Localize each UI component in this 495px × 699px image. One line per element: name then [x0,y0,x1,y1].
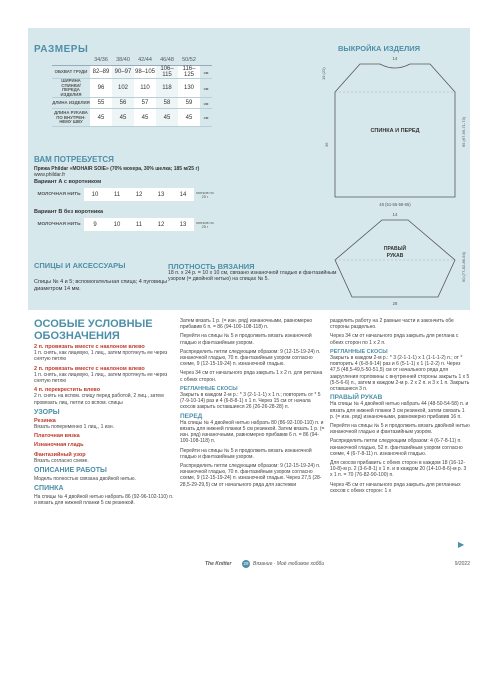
table-row: ДЛИНА РУКАВА ПО ВНУТРЕН- НЕМУ ШВУ 45 45 45 45 45 см [52,109,212,127]
pattern-3-title: Изнаночная гладь [34,442,84,449]
work-text: Модель полностью связана двойной нитью. [34,476,136,483]
row-label: ДЛИНА ИЗДЕЛИЯ [52,98,90,109]
patterns-heading: УЗОРЫ [34,408,60,416]
svg-text:36: 36 [324,142,329,147]
svg-text:48 (51-55-59-65): 48 (51-55-59-65) [379,202,411,207]
yarn-url: www.phildar.fr [34,172,66,178]
svg-text:28: 28 [392,301,398,306]
raglan-heading: РЕГЛАННЫЕ СКОСЫ [180,385,238,392]
symbol-1-title: 2 п. провязать вместе с наклоном влево [34,344,145,350]
row-label: ДЛИНА РУКАВА ПО ВНУТРЕН- НЕМУ ШВУ [52,109,90,127]
continue-arrow-icon: ▶ [458,540,465,549]
sleeve-label-1: ПРАВЫЙ [383,246,407,252]
table-row: МОЛОЧНАЯ НИТЬ 10 11 12 13 14 мотков по 25 г [34,188,216,201]
back-text: На спицы № 4 двойной нитью набрать 86 (92-96-102-110) п. и вязать для нижней планки 5 см резинкой. [34,494,174,507]
tools-title: СПИЦЫ И АКСЕССУАРЫ [34,261,126,270]
tools-text: Спицы № 4 и 5; вспомогательная спица; 4 пуговицы диаметром 14 мм. [34,279,168,292]
density-text: 18 п. x 24 р. = 10 x 10 см, связано изнаночной гладью и фантазийным узором (= двойной нитью) на спицах № 5. [168,270,337,283]
column-1 [34,318,174,510]
row-label: ОБХВАТ ГРУДИ [52,66,90,79]
tagline: Вязание · Моё любимое хобби [253,561,325,567]
table-row: МОЛОЧНАЯ НИТЬ 9 10 11 12 13 мотков по 25 г [34,218,216,231]
back-heading: СПИНКА [34,485,64,493]
pattern-4-text: Вязать согласно схеме. [34,457,89,464]
svg-text:14: 14 [392,56,398,61]
yarn-line: Пряжа Phildar «MOHAIR SOIE» (70% мохера, 30% шелка; 185 м/25 г) [34,166,200,172]
body-label: СПИНКА И ПЕРЕД [370,128,420,134]
size-header: 50/52 [178,55,200,66]
svg-text:14: 14 [392,212,398,217]
column-2: Затем вязать 1 р. (= изн. ряд) изнаночными, равномерно прибавив 6 п. = 86 (94-100-108-118) п. Перейти на спицы № 5 и продолжить вязать изнаночной гладью и фантазийным узором. Распределить петли следующим образом: 9 (12-15-19-24) п. изнаночной гладью, 70 п. фантазийным узором согласно схеме, 9 (12-15-19-24) п. изнаночной гладью. Через 34 см от начального ряда закрыть 1 х 2 п. для реглана с обеих сторон. РЕГЛАННЫЕ СКОСЫ Закрыть в каждом 2-м р.: * 3 (2-1-1-1) x 1 п.; повторить от * 5 (7-9-10-14) раз и 4 (6-8-8-1) x 1 п. Через 15 см от начала скосов закрыть оставшиеся 26 (26-26-28-28) п. ПЕРЕД На спицы № 4 двойной нитью набрать 80 (86-92-100-110) п. и вязать для нижней планки 5 см резинкой. Затем вязать 1 р. (= изн. ряд) изнаночными, равномерно прибавив 6 п. = 86 (94-100-108-118) п. Перейти на спицы № 5 и продолжить вязать изнаночной гладью и фантазийным узором. Распределить петли следующим образом: 9 (12-15-19-24) п. изнаночной гладью, 70 п. фантазийным узором согласно схеме, 9 (12-15-19-24) п. изнаночной гладью. Через 27,5 (28-28,5-29-29,5) см от начального ряда для застежки [180,318,325,488]
row-label: ШИРИНА СПИНКИ/ ПЕРЕДА ИЗДЕЛИЯ [52,79,90,98]
front-heading: ПЕРЕД [180,412,203,420]
work-heading: ОПИСАНИЕ РАБОТЫ [34,467,107,475]
svg-text:65 (67-69-71-73): 65 (67-69-71-73) [461,116,466,147]
symbols-heading: ОСОБЫЕ УСЛОВНЫЕ ОБОЗНАЧЕНИЯ [34,318,153,342]
pattern-title: ВЫКРОЙКА ИЗДЕЛИЯ [338,44,421,53]
variant-b-label: Вариант В без воротника [34,209,104,215]
yarn-section [34,166,249,231]
sleeve-label-2: РУКАВ [386,253,404,259]
pattern-2-title: Платочная вязка [34,433,80,440]
variant-a-label: Вариант А с воротником [34,179,102,185]
density-title: ПЛОТНОСТЬ ВЯЗАНИЯ [168,262,255,271]
symbol-3-text: 2 п. снять на вспом. спицу перед работой, 2 лиц., затем провязать лиц. петли со вспом. спицы [34,393,164,406]
sizes-table [52,55,212,127]
size-header: 46/48 [156,55,178,66]
size-header: 42/44 [134,55,156,66]
yarn-table-a [34,188,216,201]
size-header: 34/36 [90,55,112,66]
svg-text:19 (22): 19 (22) [321,67,326,80]
sizes-header-row [52,55,212,66]
symbol-2-text: 1 п. снять, как лицевую, 1 лиц., затем протянуть ее через снятую петлю [34,371,168,385]
symbol-1-text: 1 п. снять, как лицевую, 1 лиц., затем протянуть ее через снятую петлю [34,350,168,363]
sizes-title: РАЗМЕРЫ [34,44,89,55]
symbol-3-title: 4 п. перекрестить влево [34,387,101,394]
column-3: разделить работу на 2 равные части и закончить обе стороны раздельно. Через 34 см от начального ряда закрыть для реглана с обеих сторон по 1 х 2 п. РЕГЛАННЫЕ СКОСЫ Закрыть в каждом 2-м р.: * 3 (2-1-1-1) x 1 (1-1-1-2) п.; от * повторить 4 (6-8-9-14) раз и 6 (5-1-1) x 1 (1-2-2) п. Через 47,5 (48,5-49,5-50-51,5) см от начального ряда для закругления горловины с внутренней стороны закрыть 1 x 5 (5-5-6-6) п., затем в каждом 2-м р. 2 x 2 п. и 3 x 1 п. Закрыть оставшиеся 3 п. ПРАВЫЙ РУКАВ На спицы № 4 двойной нитью набрать 44 (48-50-54-58) п. и вязать для нижней планки 3 см резинкой, затем связать 1 р. (= изн. ряд) изнаночными, равномерно прибавив 16 п. Перейти на спицы № 5 и продолжить вязать двойной нитью изнаночной гладью и фантазийным узором. Распределить петли следующим образом: 4 (6-7-8-11) п. изнаночной гладью, 52 п. фантазийным узором согласно схеме, 4 (6-7-8-11) п. изнаночной гладью. Для скосов прибавить с обеих сторон в каждом 18 (16-12-10-8)-м р. 2 (3-6-8-1) x 1 п. и в каждом 20 (14-10-8-6)-м р. 3 x 1 п. = 70 (76-82-90-100) п. Через 45 см от начального ряда закрыть для регланных скосов с обеих сторон: 1 x [330,318,470,494]
pattern-1-text: Вязать попеременно 1 лиц., 1 изн. [34,424,114,431]
svg-text:90 (77-82-86-94): 90 (77-82-86-94) [461,251,466,282]
symbol-2-title: 2 п. провязать вместе с наклоном влево [34,365,145,372]
sleeve-heading: ПРАВЫЙ РУКАВ [330,394,383,402]
size-header: 38/40 [112,55,134,66]
table-row: ДЛИНА ИЗДЕЛИЯ 55 56 57 58 59 см [52,98,212,109]
magazine-name: The Knitter [205,561,232,567]
table-row: ШИРИНА СПИНКИ/ ПЕРЕДА ИЗДЕЛИЯ 96 102 110 118 130 см [52,79,212,98]
raglan-heading-2: РЕГЛАННЫЕ СКОСЫ [330,348,388,355]
page-number: 29 [243,561,249,566]
blank-area [126,552,371,699]
yarn-table-b [34,218,216,231]
need-title: ВАМ ПОТРЕБУЕТСЯ [34,155,114,164]
table-row: ОБХВАТ ГРУДИ 82–89 90–97 98–105 106–115 116–125 см [52,66,212,79]
pattern-1-title: Резинка [34,417,56,424]
issue-date: 9/2022 [454,561,470,567]
pattern-diagram [320,52,470,310]
pattern-4-title: Фантазийный узор [34,451,86,458]
